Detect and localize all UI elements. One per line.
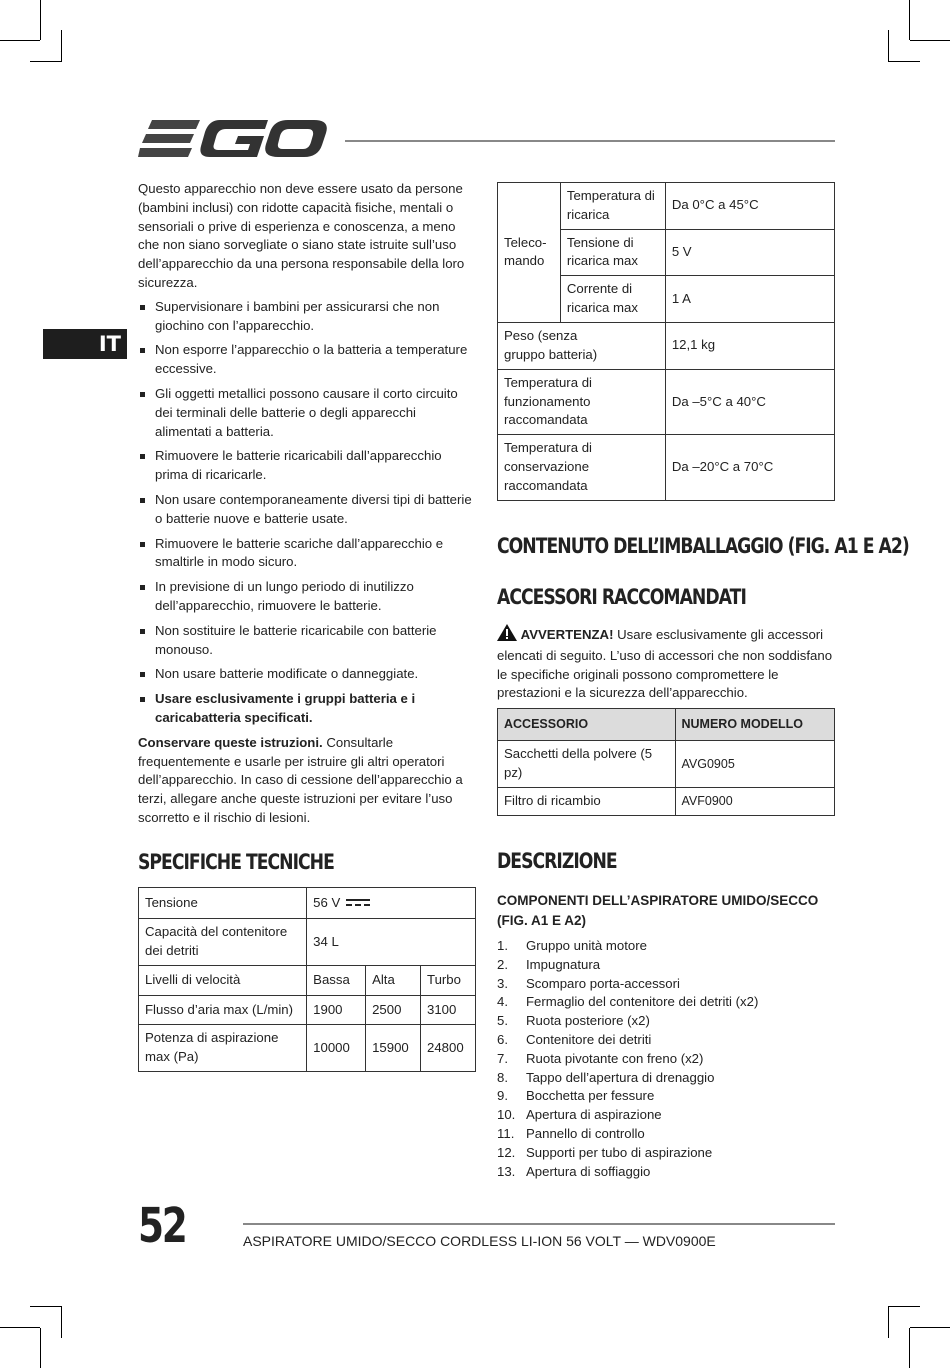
spec-value: 1 A xyxy=(665,276,834,323)
table-row xyxy=(498,322,835,369)
crop-mark xyxy=(40,1328,41,1368)
components-list xyxy=(497,937,837,1181)
specs-heading: SPECIFICHE TECNICHE xyxy=(138,850,334,874)
crop-mark xyxy=(30,1306,62,1307)
accessories-heading-wrap xyxy=(497,585,801,609)
spec-value: Bassa xyxy=(307,966,366,996)
language-code: IT xyxy=(98,332,121,356)
bullet-square-icon xyxy=(140,697,145,702)
spec-value: 3100 xyxy=(421,996,476,1025)
table-row xyxy=(498,788,835,816)
bullet-square-icon xyxy=(140,454,145,459)
crop-mark xyxy=(910,40,950,41)
list-item: Gli oggetti metallici possono causare il corto circuito dei terminali delle batterie o degli apparecchi alimentati a batteria. xyxy=(138,385,474,441)
packaging-heading: CONTENUTO DELL’IMBALLAGGIO (FIG. A1 E A2) xyxy=(497,534,909,558)
crop-mark xyxy=(888,1306,920,1307)
crop-mark xyxy=(888,61,920,62)
remote-group-label: Teleco-mando xyxy=(498,183,561,323)
spec-label: Peso (senza gruppo batteria) xyxy=(498,322,666,369)
keep-instructions-bold: Conservare queste istruzioni. xyxy=(138,734,323,750)
list-item: 10. Apertura di aspirazione xyxy=(497,1107,662,1123)
safety-bullet-list xyxy=(138,298,474,728)
list-item: Non sostituire le batterie ricaricabile con batterie monouso. xyxy=(138,622,474,660)
crop-mark xyxy=(888,30,889,62)
spec-label: Corrente di ricarica max xyxy=(560,276,665,323)
spec-value: 34 L xyxy=(307,919,476,966)
bullet-square-icon xyxy=(140,672,145,677)
accessory-model: AVF0900 xyxy=(675,788,835,816)
specs-heading-wrap xyxy=(138,850,377,874)
header-rule xyxy=(345,140,835,142)
spec-value: Da –20°C a 70°C xyxy=(665,435,834,500)
list-item: 7. Ruota pivotante con freno (x2) xyxy=(497,1050,704,1066)
list-item: Non usare contemporaneamente diversi tipi di batterie o batterie nuove e batterie usate. xyxy=(138,491,474,529)
crop-mark xyxy=(30,61,62,62)
list-item: Non usare batterie modificate o danneggiate. xyxy=(138,665,474,684)
crop-mark xyxy=(0,40,40,41)
list-item: Non esporre l’apparecchio o la batteria a temperature eccessive. xyxy=(138,341,474,379)
dc-symbol-icon xyxy=(346,898,370,908)
spec-value: Alta xyxy=(366,966,421,996)
table-row xyxy=(498,369,835,434)
table-row xyxy=(498,183,835,230)
spec-label: Tensione xyxy=(139,888,307,919)
spec-value-cell xyxy=(307,888,476,919)
accessory-name: Sacchetti della polvere (5 pz) xyxy=(498,741,676,788)
list-item: 5. Ruota posteriore (x2) xyxy=(497,1013,650,1029)
spec-value: 10000 xyxy=(307,1025,366,1072)
language-tab xyxy=(43,329,127,359)
list-item: 9. Bocchetta per fessure xyxy=(497,1088,655,1104)
crop-mark xyxy=(909,0,910,40)
keep-instructions-text: Consultarle frequentemente e usarle per istruire gli altri operatori dell’apparecchio. In caso di cessione dell’apparecchio a terzi, allegare anche queste istruzioni per evitare l’uso scorretto e il rischio di lesioni. xyxy=(138,734,463,825)
bullet-square-icon xyxy=(140,392,145,397)
spec-value: 56 V xyxy=(313,894,341,910)
spec-value: 24800 xyxy=(421,1025,476,1072)
spec-value: 5 V xyxy=(665,229,834,276)
bullet-square-icon xyxy=(140,305,145,310)
spec-value: Da –5°C a 40°C xyxy=(665,369,834,434)
column-header: ACCESSORIO xyxy=(498,709,676,741)
table-row xyxy=(498,741,835,788)
accessories-table xyxy=(497,708,835,816)
crop-mark xyxy=(909,1328,910,1368)
list-item: 4. Fermaglio del contenitore dei detriti (x2) xyxy=(497,994,759,1010)
bullet-square-icon xyxy=(140,498,145,503)
intro-paragraph: Questo apparecchio non deve essere usato da persone (bambini inclusi) con ridotte capacità fisiche, mentali o sensoriali o prive di esperienza e conoscenza, a meno che non siano sorvegliate o siano state istruite sull’uso dell’apparecchio da una persona responsabile della loro sicurezza. xyxy=(138,181,465,290)
list-item: 1. Gruppo unità motore xyxy=(497,938,647,953)
accessory-name: Filtro di ricambio xyxy=(498,788,676,816)
spec-label: Flusso d’aria max (L/min) xyxy=(139,996,307,1025)
description-subtitle: COMPONENTI DELL’ASPIRATORE UMIDO/SECCO (FIG. A1 E A2) xyxy=(497,893,819,928)
packaging-heading-wrap xyxy=(497,534,950,558)
warning-text: Usare esclusivamente gli accessori elencati di seguito. L’uso di accessori che non soddisfano le specifiche originali possono compromettere le prestazioni e la sicurezza dell’apparecchio. xyxy=(497,627,833,701)
crop-mark xyxy=(61,1306,62,1338)
crop-mark xyxy=(40,0,41,40)
spec-value: 15900 xyxy=(366,1025,421,1072)
accessories-heading: ACCESSORI RACCOMANDATI xyxy=(497,585,746,609)
spec-label: Livelli di velocità xyxy=(139,966,307,996)
accessory-model: AVG0905 xyxy=(675,741,835,788)
table-row xyxy=(139,919,476,966)
crop-mark xyxy=(61,30,62,62)
list-item: In previsione di un lungo periodo di inutilizzo dell’apparecchio, rimuovere le batterie. xyxy=(138,578,474,616)
warning-triangle-icon xyxy=(497,624,517,647)
bullet-square-icon xyxy=(140,542,145,547)
spec-value: 2500 xyxy=(366,996,421,1025)
spec-value: 1900 xyxy=(307,996,366,1025)
list-item: 13. Apertura di soffiaggio xyxy=(497,1163,651,1179)
spec-value: 12,1 kg xyxy=(665,322,834,369)
list-item: 12. Supporti per tubo di aspirazione xyxy=(497,1144,713,1160)
table-row xyxy=(139,1025,476,1072)
spec-label: Temperatura di funzionamento raccomandata xyxy=(498,369,666,434)
ego-logo xyxy=(138,118,328,162)
spec-label: Tensione di ricarica max xyxy=(560,229,665,276)
spec-label: Potenza di aspirazione max (Pa) xyxy=(139,1025,307,1072)
spec-label: Temperatura di conservazione raccomandata xyxy=(498,435,666,500)
specs-table xyxy=(138,887,476,1072)
table-row xyxy=(498,435,835,500)
list-item: 3. Scomparo porta-accessori xyxy=(497,975,680,991)
spec-value: Da 0°C a 45°C xyxy=(665,183,834,230)
list-item: 2. Impugnatura xyxy=(497,956,601,972)
list-item: Supervisionare i bambini per assicurarsi che non giochino con l’apparecchio. xyxy=(138,298,474,336)
spec-value: Turbo xyxy=(421,966,476,996)
table-row xyxy=(139,996,476,1025)
left-column xyxy=(138,180,474,828)
list-item: Rimuovere le batterie scariche dall’apparecchio e smaltirle in modo sicuro. xyxy=(138,535,474,573)
crop-mark xyxy=(0,1327,40,1328)
table-row xyxy=(139,888,476,919)
page-number: 52 xyxy=(138,1198,186,1254)
footer-title: ASPIRATORE UMIDO/SECCO CORDLESS LI-ION 56 VOLT — WDV0900E xyxy=(243,1233,716,1249)
column-header: NUMERO MODELLO xyxy=(675,709,835,741)
list-item: Rimuovere le batterie ricaricabili dall’apparecchio prima di ricaricarle. xyxy=(138,447,474,485)
bullet-square-icon xyxy=(140,348,145,353)
crop-mark xyxy=(910,1327,950,1328)
table-row xyxy=(139,966,476,996)
list-item: 11. Pannello di controllo xyxy=(497,1125,645,1141)
list-item: 6. Contenitore dei detriti xyxy=(497,1031,652,1047)
bullet-square-icon xyxy=(140,629,145,634)
table-header-row xyxy=(498,709,835,741)
warning-label: AVVERTENZA! xyxy=(520,627,614,642)
bullet-square-icon xyxy=(140,585,145,590)
remote-specs-table xyxy=(497,182,835,501)
spec-label: Temperatura di ricarica xyxy=(560,183,665,230)
spec-label: Capacità del contenitore dei detriti xyxy=(139,919,307,966)
warning-paragraph xyxy=(497,624,837,703)
footer-rule xyxy=(243,1223,835,1225)
description-heading-wrap xyxy=(497,849,643,873)
crop-mark xyxy=(888,1306,889,1338)
list-item: 8. Tappo dell’apertura di drenaggio xyxy=(497,1069,715,1085)
keep-instructions-paragraph xyxy=(138,734,474,828)
description-heading: DESCRIZIONE xyxy=(497,849,617,873)
list-item-bold: Usare esclusivamente i gruppi batteria e i caricabatteria specificati. xyxy=(138,690,474,728)
